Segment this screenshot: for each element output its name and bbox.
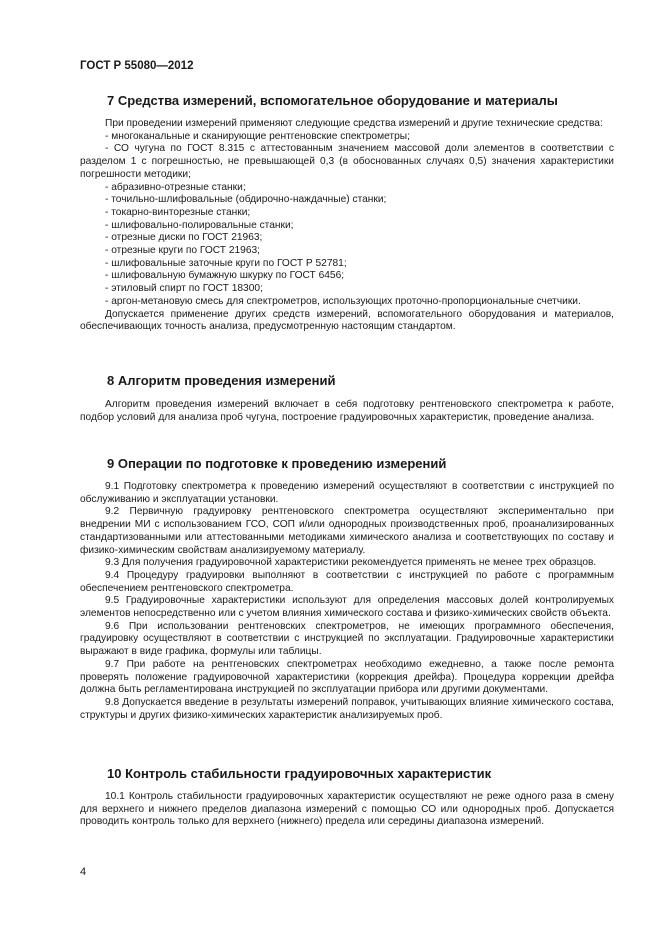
document-header: ГОСТ Р 55080—2012 (80, 60, 194, 72)
list-item: - шлифовальные заточные круги по ГОСТ Р 52781; (105, 257, 347, 269)
list-item: - отрезные диски по ГОСТ 21963; (105, 232, 263, 244)
section-8-title: 8 Алгоритм проведения измерений (107, 373, 336, 388)
list-item: - многоканальные и сканирующие рентгеновские спектрометры; (105, 130, 410, 142)
clause-10-1: 10.1 Контроль стабильности градуировочных характеристик осуществляют не реже одного раза в смену для верхнего и нижнего пределов диапазона измерений с помощью СО или однородных проб. Допускается проводить контроль только для верхнего (нижнего) предела или середины диапазона измерений. (80, 791, 614, 828)
clause-9-8: 9.8 Допускается введение в результаты измерений поправок, учитывающих влияние химического состава, структуры и других физико-химических характеристик анализируемых проб. (80, 696, 614, 721)
list-item: - абразивно-отрезные станки; (105, 181, 246, 193)
clause-9-1: 9.1 Подготовку спектрометра к проведению измерений осуществляют в соответствии с инструкцией по обслуживанию и эксплуатации установки. (80, 481, 614, 505)
list-item: - аргон-метановую смесь для спектрометров, использующих проточно-пропорциональные счетчики. (105, 295, 581, 307)
clause-9-3: 9.3 Для получения градуировочной характеристики рекомендуется применять не менее трех образцов. (105, 557, 597, 569)
clause-9-4: 9.4 Процедуру градуировки выполняют в соответствии с инструкцией по работе с программным обеспечением рентгеновского спектрометра. (80, 569, 614, 594)
clause-9-5: 9.5 Градуировочные характеристики используют для определения массовых долей контролируемых элементов непосредственно или с учетом влияния химического состава и физико-химических свойств объекта. (80, 595, 614, 620)
section-10 (80, 766, 614, 829)
clause-9-7: 9.7 При работе на рентгеновских спектрометрах необходимо ежедневно, а также после ремонта проверять положение градуировочной характеристики (коррекция дрейфа). Процедура коррекции дрейфа должна быть регламентирована инструкцией по эксплуатации прибора или другими документами. (80, 658, 614, 696)
list-item: - этиловый спирт по ГОСТ 18300; (105, 283, 263, 295)
clause-9-6: 9.6 При использовании рентгеновских спектрометров, не имеющих программного обеспечения, градуировку осуществляют в соответствии с инструкцией по эксплуатации. Градуировочные характеристики выражают в виде графика, формулы или таблицы. (80, 620, 614, 658)
section-9-title: 9 Операции по подготовке к проведению измерений (107, 456, 447, 471)
section-7-title: 7 Средства измерений, вспомогательное оборудование и материалы (107, 93, 558, 108)
list-item: - шлифовально-полировальные станки; (105, 219, 294, 231)
clause-9-2: 9.2 Первичную градуировку рентгеновского спектрометра осуществляют экспериментально при внедрении МИ с использованием ГСО, СОП и/или однородных производственных проб, проанализированных стандартизованными или аттестованными методиками химического анализа и соответствующих по составу и физико-химическим свойствам анализируемому материалу. (80, 506, 614, 556)
section-8 (80, 373, 614, 424)
list-item: - отрезные круги по ГОСТ 21963; (105, 245, 261, 257)
section-7-intro: При проведении измерений применяют следующие средства измерений и другие технические средства: (105, 118, 603, 129)
list-item: - СО чугуна по ГОСТ 8.315 с аттестованным значением массовой доли элементов в соответствии с разделом 1 с погрешностью, не превышающей 0,3 (в обоснованных случаях 0,5) значения характеристики погрешности методики; (80, 143, 614, 180)
section-7-outro: Допускается применение других средств измерений, вспомогательного оборудования и материалов, обеспечивающих точность анализа, предусмотренную настоящим стандартом. (80, 308, 614, 333)
page-number: 4 (80, 866, 87, 878)
section-8-paragraph: Алгоритм проведения измерений включает в себя подготовку рентгеновского спектрометра к работе, подбор условий для анализа проб чугуна, построение градуировочных характеристик, проведение анализа. (80, 399, 614, 423)
list-item: - шлифовальную бумажную шкурку по ГОСТ 6456; (105, 270, 345, 282)
section-10-title: 10 Контроль стабильности градуировочных характеристик (107, 766, 492, 781)
section-7 (80, 93, 614, 334)
list-item: - точильно-шлифовальные (обдирочно-наждачные) станки; (105, 194, 387, 206)
section-9 (80, 456, 614, 722)
list-item: - токарно-винторезные станки; (105, 206, 251, 218)
